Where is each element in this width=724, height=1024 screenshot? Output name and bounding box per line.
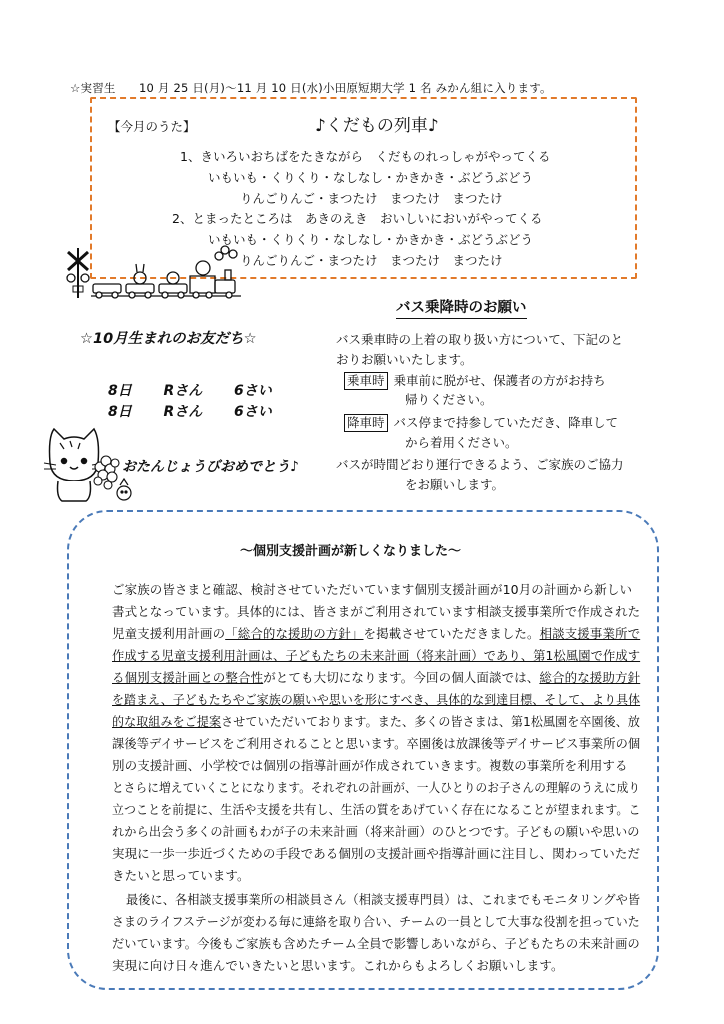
birthday-date: 8日	[108, 383, 132, 399]
plan-paragraph-line: だいています。今後もご家族も含めたチーム全員で影響しあいながら、子どもたちの未来計画の	[112, 936, 640, 951]
song-header: 【今月のうた】	[108, 119, 196, 134]
bus-closing: をお願いします。	[405, 477, 505, 492]
song-line: りんごりんご・まつたけ まつたけ まつたけ	[240, 191, 503, 206]
plan-text: を掲載させていただきました。	[363, 626, 540, 641]
plan-underlined-text: 相談支援事業所で	[539, 626, 641, 641]
birthday-row	[108, 380, 272, 400]
plan-paragraph-line: とさらに増えていくことになります。それぞれの計画が、一人ひとりのお子さんの理解のうえに成り	[112, 780, 641, 795]
song-line: 1、きいろいおちばをたきながら くだものれっしゃがやってくる	[180, 149, 551, 164]
plan-paragraph-line: さまのライフステージが変わる毎に連絡を取り合い、チームの一員として大事な役割を担っていた	[112, 914, 640, 929]
plan-underlined-text: 的な取組みをご提案	[112, 714, 222, 729]
song-line: いもいも・くりくり・なしなし・かきかき・ぶどうぶどう	[208, 170, 534, 185]
song-line: 2、とまったところは あきのえき おいしいにおいがやってくる	[172, 211, 543, 226]
bus-title: バス乗降時のお願い	[396, 296, 527, 319]
plan-text: がとても大切になります。今回の個人面談では、	[263, 670, 540, 685]
cat-illustration	[40, 423, 135, 503]
birthday-date: 8日	[108, 404, 132, 420]
plan-paragraph-line: 課後等デイサービスをご利用されることと思います。卒園後は放課後等デイサービス事業所の個	[112, 736, 641, 751]
birthday-title: ☆10月生まれのお友だち☆	[80, 331, 257, 347]
birthday-message: おたんじょうびおめでとう♪	[122, 459, 299, 475]
alighting-label: 降車時	[344, 414, 388, 432]
plan-underlined-text: 「総合的な援助の方針」	[225, 626, 364, 641]
birthday-name: Rさん	[163, 383, 203, 399]
plan-paragraph-line: 最後に、各相談支援事業所の相談員さん（相談支援専門員）は、これまでもモニタリングや皆	[126, 892, 641, 907]
plan-underlined-text: 総合的な援助方針	[539, 670, 641, 685]
song-title: ♪くだもの列車♪	[315, 116, 439, 136]
song-line: いもいも・くりくり・なしなし・かきかき・ぶどうぶどう	[208, 232, 534, 247]
birthday-name: Rさん	[163, 404, 203, 420]
bus-alighting	[344, 413, 618, 432]
plan-paragraph-line	[112, 712, 640, 730]
birthday-age: 6さい	[234, 404, 272, 420]
plan-text: 児童支援利用計画の	[112, 626, 226, 641]
birthday-age: 6さい	[234, 383, 272, 399]
song-line: りんごりんご・まつたけ まつたけ まつたけ	[240, 253, 503, 268]
support-plan-title: 〜個別支援計画が新しくなりました〜	[240, 544, 462, 559]
plan-paragraph-line: 別の支援計画、小学校では個別の指導計画が作成されていきます。複数の事業所を利用する	[112, 758, 628, 773]
boarding-text: 帰りください。	[405, 392, 493, 407]
birthday-row	[108, 401, 272, 421]
intern-notice: ☆実習生 10 月 25 日(月)〜11 月 10 日(水)小田原短期大学 1 名 みかん組に入ります。	[70, 81, 552, 95]
plan-text: させていただいております。また、多くの皆さまは、第1松風園を卒園後、放	[221, 714, 641, 729]
plan-paragraph-line: れから出会う多くの計画もわが子の未来計画（将来計画）のひとつです。子どもの願いや思いの	[112, 824, 640, 839]
bus-boarding	[344, 371, 606, 390]
plan-paragraph-line: きたいと思っています。	[112, 868, 250, 883]
bus-intro: バス乗車時の上着の取り扱い方について、下記のと	[336, 332, 624, 347]
plan-underlined-text: る個別支援計画との整合性	[112, 670, 264, 685]
bus-closing: バスが時間どおり運行できるよう、ご家族のご協力	[336, 457, 624, 472]
plan-paragraph-line	[112, 668, 640, 686]
bus-intro: おりお願いいたします。	[336, 352, 473, 367]
train-illustration	[63, 240, 253, 300]
plan-paragraph-line: 実現に向け日々進んでいきたいと思います。これからもよろしくお願いします。	[112, 958, 564, 973]
boarding-text: 乗車前に脱がせ、保護者の方がお持ち	[393, 373, 606, 388]
plan-paragraph-line: を踏まえ、子どもたちやご家族の願いや思いを形にすべき、具体的な到達目標、そして、より具体	[112, 692, 641, 707]
plan-paragraph-line: 作成する児童支援利用計画は、子どもたちの未来計画（将来計画）であり、第1松風園で作成す	[112, 648, 641, 663]
plan-paragraph-line: 立つことを前提に、生活や支援を共有し、生活の質をあげていく存在になることが望まれます。こ	[112, 802, 641, 817]
railroad-crossing-icon	[67, 248, 89, 298]
boarding-label: 乗車時	[344, 372, 388, 390]
plan-paragraph-line: 書式となっています。具体的には、皆さまがご利用されています相談支援事業所で作成された	[112, 604, 641, 619]
plan-paragraph-line: ご家族の皆さまと確認、検討させていただいています個別支援計画が10月の計画から新しい	[112, 582, 633, 597]
alighting-text: バス停まで持参していただき、降車して	[393, 415, 619, 430]
alighting-text: から着用ください。	[405, 435, 518, 450]
plan-paragraph-line	[112, 624, 640, 642]
plan-paragraph-line: 実現に一歩一歩近づくための手段である個別の支援計画や指導計画に注目し、関わっていただ	[112, 846, 641, 861]
